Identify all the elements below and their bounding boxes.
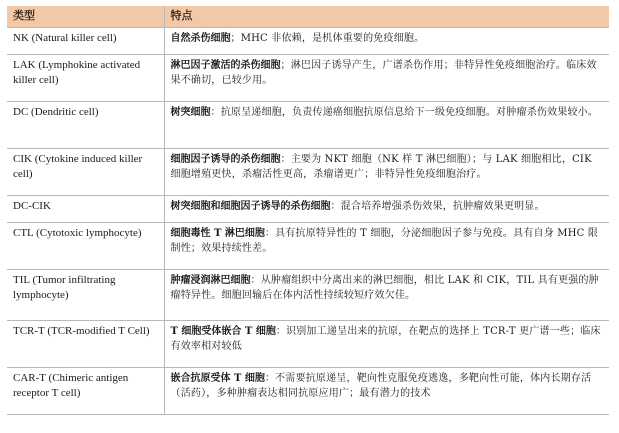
cell-features [164,149,609,196]
cell-features [164,196,609,223]
table-row [7,102,609,149]
feature-title: T 细胞受体嵌合 T 细胞 [170,326,276,337]
type-name: TCR-T (TCR-modified T Cell) [13,325,150,337]
feature-desc: ；淋巴因子诱导产生，广谱杀伤作用；非特异性免疫细胞治疗。临床效果不确切，已较少用。 [170,60,597,86]
cell-features [164,368,609,415]
cell-type-name [7,223,164,270]
table-row [7,223,609,270]
table-container [7,6,609,415]
type-name: CAR-T (Chimeric antigen receptor T cell) [13,372,129,399]
table-header [7,6,609,28]
table-row [7,28,609,55]
cell-type-name [7,270,164,321]
feature-title: 肿瘤浸润淋巴细胞 [170,275,251,286]
table-row [7,149,609,196]
cell-features [164,223,609,270]
feature-desc: ：从肿瘤组织中分离出来的淋巴细胞，相比 LAK 和 CIK，TIL 具有更强的肿瘤特异性。细胞回输后在体内活性持续较短疗效欠佳。 [170,275,599,301]
feature-desc: ：具有抗原特异性的 T 细胞，分泌细胞因子参与免疫。具有自身 MHC 限制性；效果持续性差。 [170,228,599,254]
feature-desc: ：识别加工递呈出来的抗原，在靶点的选择上 TCR-T 更广谱一些；临床有效率相对较低 [170,326,601,352]
type-name: DC-CIK [13,200,51,212]
cell-type-name [7,102,164,149]
cell-type-name [7,321,164,368]
cell-features [164,321,609,368]
feature-desc: ：不需要抗原递呈，靶向性克服免疫逃逸，多靶向性可能，体内长期存活（活药），多种肿瘤表达相同抗原应用广；最有潜力的技术 [170,373,592,399]
feature-desc: ；MHC 非依赖，是机体重要的免疫细胞。 [230,33,425,44]
table-row [7,196,609,223]
table-row [7,368,609,415]
feature-title: 淋巴因子激活的杀伤细胞 [170,60,281,71]
cell-type-name [7,55,164,102]
cell-features [164,55,609,102]
feature-title: 自然杀伤细胞 [170,33,231,44]
cell-type-name [7,149,164,196]
feature-desc: ：抗原呈递细胞，负责传递癌细胞抗原信息给下一级免疫细胞。对肿瘤杀伤效果较小。 [210,107,599,118]
type-name: LAK (Lymphokine activated killer cell) [13,59,141,86]
feature-title: 细胞因子诱导的杀伤细胞 [170,154,281,165]
header-features: 特点 [164,6,609,28]
type-name: CTL (Cytotoxic lymphocyte) [13,227,142,239]
cell-features [164,28,609,55]
feature-desc: ：主要为 NKT 细胞（NK 样 T 淋巴细胞）；与 LAK 细胞相比，CIK 细胞增殖更快，杀瘤活性更高，杀瘤谱更广；非特异性免疫细胞治疗。 [170,154,592,180]
cell-type-name [7,28,164,55]
feature-title: 树突细胞 [170,107,211,118]
header-type: 类型 [7,6,164,28]
cell-type-name [7,196,164,223]
cell-features [164,102,609,149]
type-name: NK (Natural killer cell) [13,32,117,44]
cell-type-name [7,368,164,415]
immune-cell-table [7,6,609,415]
table-row [7,270,609,321]
type-name: CIK (Cytokine induced killer cell) [13,153,143,180]
feature-title: 细胞毒性 T 淋巴细胞 [170,228,265,239]
type-name: TIL (Tumor infiltrating lymphocyte) [13,274,116,301]
feature-desc: ：混合培养增强杀伤效果，抗肿瘤效果更明显。 [330,201,545,212]
type-name: DC (Dendritic cell) [13,106,99,118]
table-row [7,321,609,368]
feature-title: 嵌合抗原受体 T 细胞 [170,373,265,384]
cell-features [164,270,609,321]
table-row [7,55,609,102]
feature-title: 树突细胞和细胞因子诱导的杀伤细胞 [170,201,331,212]
